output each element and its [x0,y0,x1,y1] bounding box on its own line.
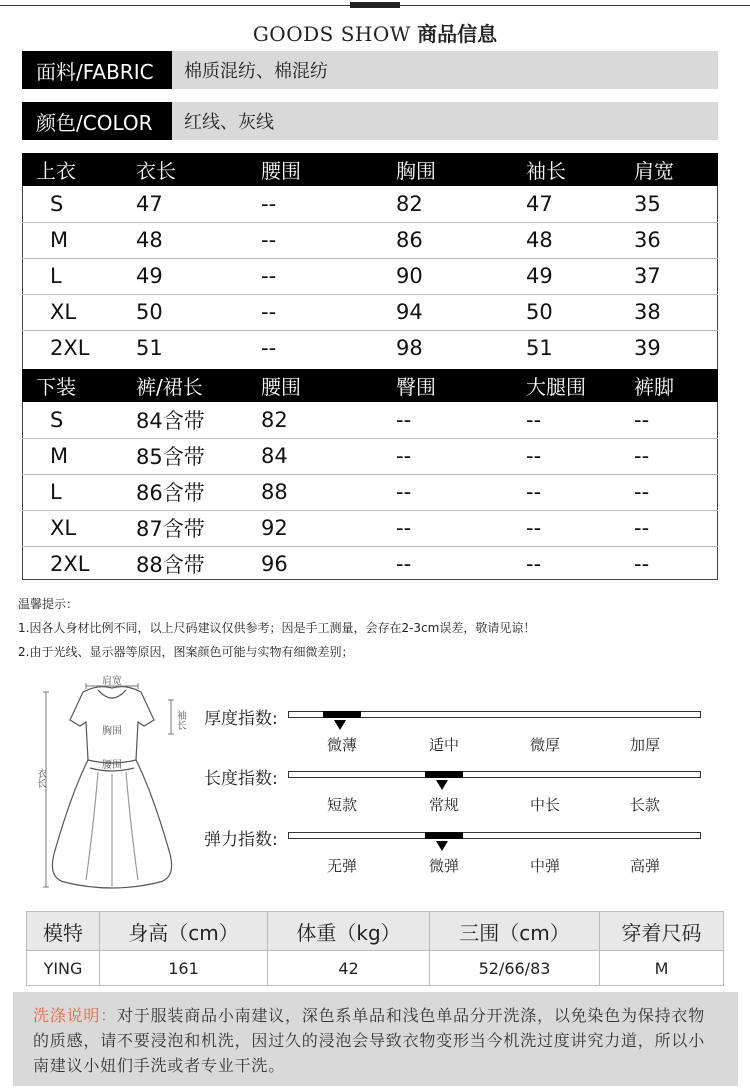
table-cell: 94 [382,294,512,330]
color-bar [22,102,718,140]
table-cell: 50 [122,294,247,330]
bottom-size-table [22,369,718,582]
scale-option: 中长 [529,796,560,814]
table-cell: 39 [634,336,661,361]
length-marker [425,771,463,778]
table-cell: 88 [247,474,382,510]
table-cell: XL [22,294,122,330]
scale-option: 微厚 [529,736,560,754]
table-row [22,222,718,258]
table-cell: 51 [136,336,163,361]
table-cell: -- [261,336,277,361]
table-cell: XL [22,510,122,546]
table-cell: -- [620,474,718,510]
top-size-table [22,153,718,366]
table-row [22,402,718,438]
thickness-arrow-icon [334,720,346,730]
label-length: 衣长 [34,768,46,788]
table-cell: 88含带 [136,553,205,578]
table-cell: S [22,402,122,438]
thickness-marker [323,711,361,718]
header-cell: 裤脚 [620,369,718,402]
header-cell: 穿着尺码 [600,912,724,951]
table-cell: M [22,222,122,258]
dress-diagram [28,672,196,900]
title-en: GOODS SHOW [252,22,411,46]
table-cell: 36 [620,222,718,258]
fabric-value: 棉质混纺、棉混纺 [184,61,328,82]
table-cell: 48 [122,222,247,258]
scale-option: 微弹 [428,857,459,875]
table-cell: 50 [512,294,620,330]
scale-option: 长款 [629,796,660,814]
thickness-track [288,711,701,718]
length-track [288,771,701,778]
tips-title: 温馨提示： [18,597,79,611]
table-cell: 92 [247,510,382,546]
table-cell: -- [634,552,650,577]
tips-block [18,592,535,664]
fabric-bar [22,51,718,89]
scale-option: 加厚 [629,736,660,754]
table-cell: 87含带 [122,510,247,546]
table-cell: 90 [382,258,512,294]
table-cell: -- [247,294,382,330]
table-cell: -- [247,258,382,294]
header-cell: 衣长 [122,153,247,186]
table-cell: 52/66/83 [430,951,600,986]
header-cell: 模特 [27,912,100,951]
tips-line: 1.因各人身材比例不同，以上尺码建议仅供参考；因是手工测量，会存在2-3cm误差，敬请见谅！ [18,621,536,635]
elasticity-arrow-icon [436,841,448,851]
table-cell: -- [512,438,620,474]
table-cell: 2XL [50,552,90,577]
table-cell: -- [382,510,512,546]
length-label: 长度指数: [204,769,278,789]
table-cell: -- [247,186,382,222]
thickness-label: 厚度指数: [204,709,278,729]
length-arrow-icon [436,780,448,790]
header-cell: 身高（cm） [100,912,268,951]
elasticity-label: 弹力指数: [204,830,278,850]
label-waist: 腰围 [102,760,122,771]
title-cn: 商品信息 [417,22,498,46]
table-cell: S [22,186,122,222]
table-cell: -- [620,510,718,546]
wash-text: 对于服装商品小南建议，深色系单品和浅色单品分开洗涤，以免染色为保持衣物的质感，请不要浸泡和机洗，因过久的浸泡会导致衣物变形当今机洗过度讲究力道，所以小南建议小妞们手洗或者专业干洗。 [33,1006,706,1075]
table-cell: 51 [526,336,553,361]
header-cell: 袖长 [512,153,620,186]
scale-option: 高弹 [629,857,660,875]
table-row [22,438,718,474]
header-cell: 腰围 [247,369,382,402]
label-chest: 胸围 [102,726,122,737]
model-table-header [27,912,724,951]
table-cell: -- [382,474,512,510]
table-cell: 82 [247,402,382,438]
table-cell: 47 [122,186,247,222]
table-cell: 49 [512,258,620,294]
table-row [22,546,718,582]
top-divider-mark [350,2,400,8]
scale-option: 无弹 [326,857,357,875]
table-cell: 38 [620,294,718,330]
table-cell: 2XL [50,336,90,361]
table-cell: -- [512,510,620,546]
bottom-table-header [22,369,718,402]
table-cell: 86 [382,222,512,258]
table-cell: 35 [620,186,718,222]
page-title [0,18,750,47]
elasticity-track [288,832,701,839]
table-cell: -- [620,402,718,438]
header-cell: 裤/裙长 [122,369,247,402]
table-row [22,474,718,510]
table-cell: 96 [261,552,288,577]
table-cell: -- [512,474,620,510]
header-cell: 下装 [22,369,122,402]
table-cell: M [600,951,724,986]
header-cell: 三围（cm） [430,912,600,951]
table-cell: 98 [396,336,423,361]
table-cell: M [22,438,122,474]
table-cell: -- [396,552,412,577]
tips-line: 2.由于光线、显示器等原因，图案颜色可能与实物有细微差别； [18,645,354,659]
wash-instructions [13,992,738,1086]
scale-option: 常规 [428,796,459,814]
table-cell: 161 [100,951,268,986]
table-cell: -- [382,402,512,438]
table-row [27,951,724,986]
label-sleeve: 袖长 [174,710,186,730]
table-cell: -- [620,438,718,474]
scale-option: 微薄 [326,736,357,754]
model-table [26,911,724,986]
scale-option: 短款 [326,796,357,814]
header-cell: 上衣 [22,153,122,186]
table-cell: 84 [247,438,382,474]
table-cell: 37 [620,258,718,294]
wash-title: 洗涤说明： [33,1006,118,1025]
table-cell: 49 [122,258,247,294]
color-label: 颜色/COLOR [22,102,172,140]
table-cell: -- [247,222,382,258]
table-row [22,510,718,546]
table-cell: -- [382,438,512,474]
label-shoulder: 肩宽 [102,676,122,687]
elasticity-marker [425,832,463,839]
table-cell: 84含带 [122,402,247,438]
table-cell: 47 [512,186,620,222]
table-row [22,186,718,222]
table-row [22,294,718,330]
table-cell: 86含带 [122,474,247,510]
table-row [22,258,718,294]
color-value: 红线、灰线 [184,112,274,133]
scale-option: 中弹 [529,857,560,875]
fabric-label: 面料/FABRIC [22,51,172,89]
header-cell: 胸围 [382,153,512,186]
header-cell: 大腿围 [512,369,620,402]
table-cell: 42 [268,951,430,986]
table-cell: -- [512,402,620,438]
header-cell: 肩宽 [620,153,718,186]
table-row [22,330,718,366]
table-cell: 48 [512,222,620,258]
header-cell: 体重（kg） [268,912,430,951]
table-cell: 82 [382,186,512,222]
scale-option: 适中 [428,736,459,754]
table-cell: -- [526,552,542,577]
header-cell: 腰围 [247,153,382,186]
table-cell: L [22,258,122,294]
table-cell: L [22,474,122,510]
table-cell: 85含带 [122,438,247,474]
top-table-header [22,153,718,186]
table-cell: YING [27,951,100,986]
dress-illustration [28,672,196,900]
header-cell: 臀围 [382,369,512,402]
